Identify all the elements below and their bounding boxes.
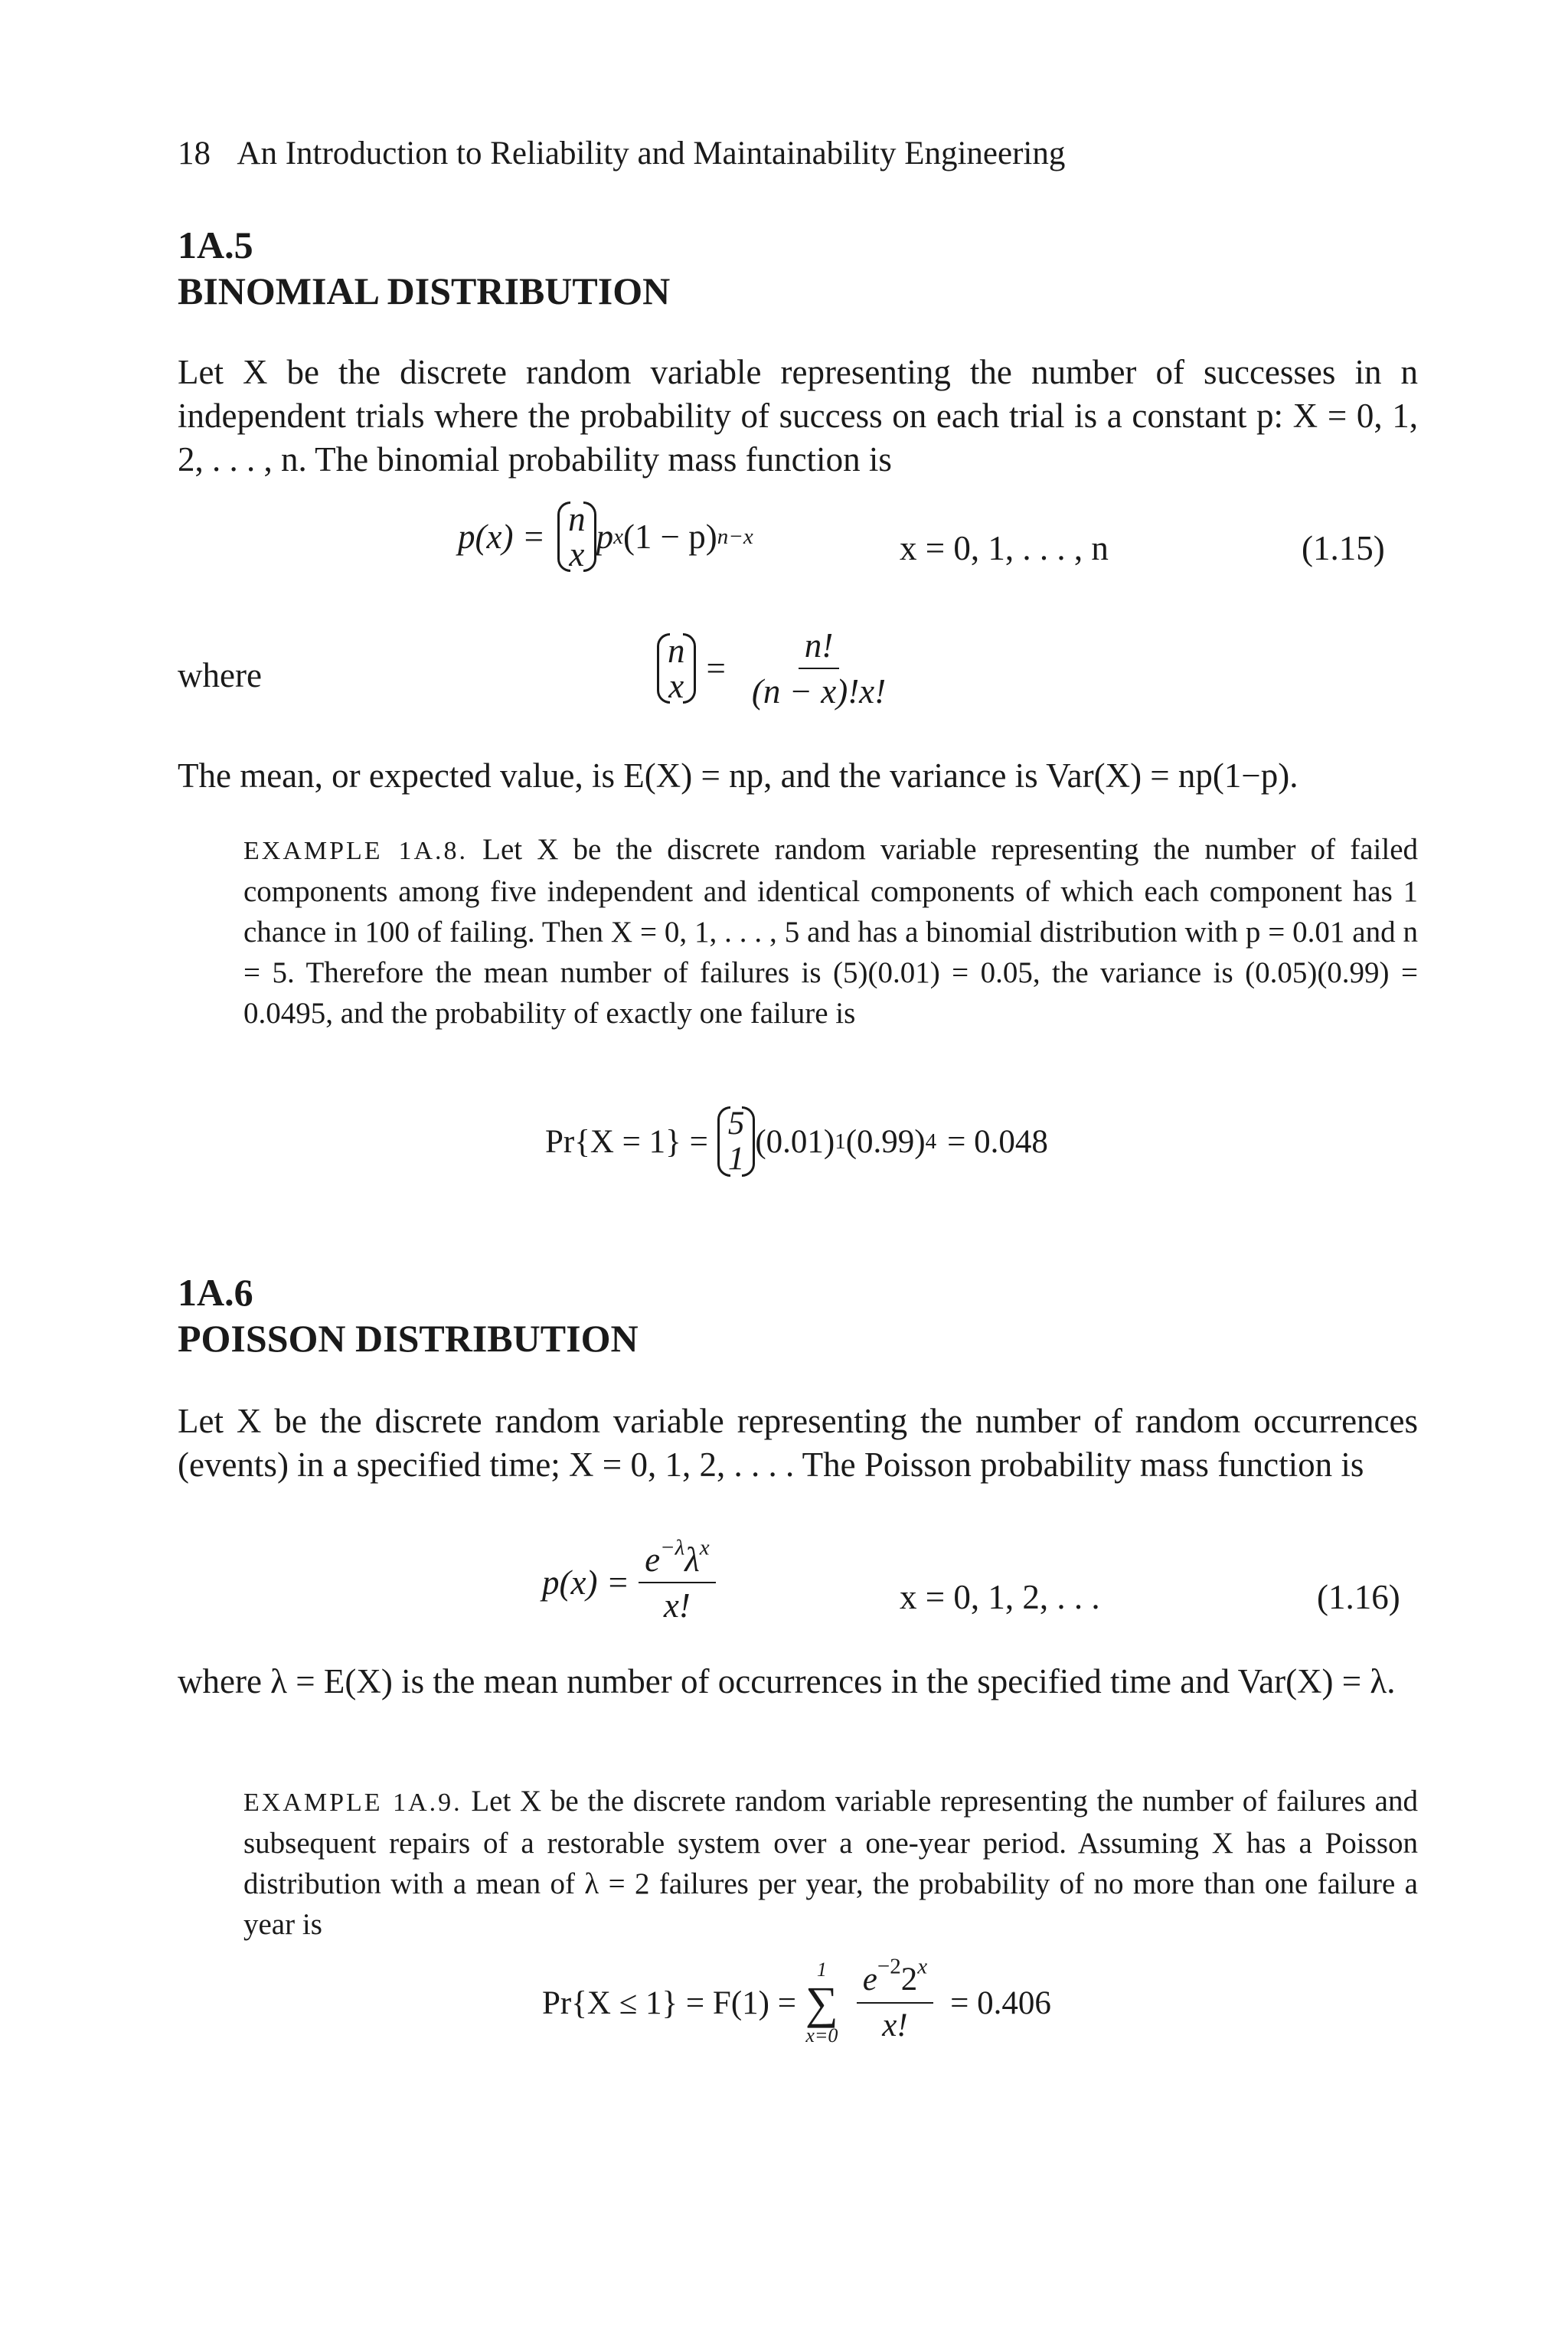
num-e-sup: −2 (877, 1954, 901, 1979)
section-heading-1a6 (178, 1269, 639, 1361)
num-two-sup: x (917, 1954, 928, 1979)
eq-p: p (596, 518, 614, 556)
binom-top: 5 (727, 1106, 745, 1142)
fraction (857, 1954, 933, 2045)
eq-lhs: Pr{X ≤ 1} = F(1) = (542, 1984, 796, 2021)
equation-1-15 (458, 501, 753, 572)
binomial-definition (657, 626, 901, 710)
binom-bottom: x (668, 667, 684, 705)
where-label: where (178, 656, 262, 694)
binom-bottom: x (569, 535, 585, 573)
num-two: 2 (900, 1962, 918, 1998)
poisson-intro-paragraph: Let X be the discrete random variable representing the number of random occurrences (events) in a specified time; X = 0, 1, 2, . . . . The Poisson probability mass function is (178, 1402, 1418, 1484)
num-lambda-sup: x (699, 1535, 710, 1560)
fraction (746, 626, 892, 710)
eq-p-sup: x (613, 524, 623, 549)
eq-sign: = (706, 649, 726, 688)
frac-numerator (639, 1535, 716, 1583)
sum-lower: x=0 (805, 2024, 838, 2047)
eq-1-15-domain: x = 0, 1, . . . , n (900, 529, 1109, 567)
example-1a8-equation: Pr{X = 1} = 5 1 (0.01) 1 (0.99) 4 = 0.048 (545, 1106, 1048, 1177)
sum-upper: 1 (816, 1958, 827, 1981)
num-e: e (645, 1540, 661, 1579)
eq-1-16-domain: x = 0, 1, 2, . . . (900, 1578, 1100, 1616)
eq-1-15-number: (1.15) (1302, 529, 1385, 567)
example-text: Let X be the discrete random variable representing the number of failed components among five independent and identical components of which each component has 1 chance in 100 of failing. Then X = 0, 1, . . . , 5 and has a binomial distribution with p = 0.01 and n = 5. Therefore the mean number of failures is (5)(0.01) = 0.05, the variance is (0.05)(0.99) = 0.0495, and the probability of exactly one failure is (243, 833, 1419, 1030)
equation-1-16 (542, 1535, 725, 1625)
example-1a8 (243, 829, 1418, 1034)
binom-top: n (568, 500, 586, 538)
frac-numerator (857, 1954, 933, 2004)
poisson-mean-variance: where λ = E(X) is the mean number of occurrences in the specified time and Var(X) = λ. (178, 1662, 1396, 1700)
example-label: EXAMPLE 1A.9. (243, 1788, 462, 1817)
binom-bottom: 1 (727, 1141, 745, 1177)
summation (805, 1960, 838, 2046)
binomial-mean-variance: The mean, or expected value, is E(X) = np, and the variance is Var(X) = np(1−p). (178, 756, 1298, 795)
num-e-sup: −λ (660, 1535, 685, 1560)
frac-denominator: (n − x)!x! (751, 672, 887, 710)
example-1a9 (243, 1781, 1418, 1945)
binomial-coefficient (657, 633, 696, 704)
eq-factor2: (0.99) (845, 1123, 926, 1160)
section-number: 1A.6 (178, 1271, 253, 1314)
binomial-intro-paragraph: Let X be the discrete random variable representing the number of successes in n independent trials where the probability of success on each trial is a constant p: X = 0, 1, 2, . . . , n. The binomial probability mass function is (178, 353, 1418, 479)
eq-q-sup: n−x (717, 524, 753, 549)
eq-q: (1 − p) (622, 518, 717, 556)
binomial-coefficient (557, 501, 596, 572)
running-title: An Introduction to Reliability and Maintainability Engineering (237, 136, 1066, 172)
section-title: POISSON DISTRIBUTION (178, 1317, 639, 1360)
frac-denominator: x! (663, 1586, 691, 1625)
frac-denominator: x! (882, 2007, 908, 2043)
eq-rhs: = 0.406 (950, 1984, 1051, 2021)
num-lambda: λ (684, 1540, 700, 1579)
page-number: 18 (178, 136, 211, 172)
example-text: Let X be the discrete random variable representing the number of failures and subsequent repairs of a restorable system over a one-year period. Assuming X has a Poisson distribution with a mean of λ = 2 failures per year, the probability of no more than one failure a year is (243, 1785, 1418, 1941)
frac-numerator: n! (799, 626, 840, 669)
eq-1-16-number: (1.16) (1317, 1578, 1400, 1616)
section-number: 1A.5 (178, 224, 253, 266)
eq-lhs: p(x) = (542, 1563, 630, 1602)
example-1a9-equation (542, 1954, 1051, 2047)
eq-factor1: (0.01) (755, 1123, 835, 1160)
example-label: EXAMPLE 1A.8. (243, 837, 468, 865)
eq-rhs: = 0.048 (947, 1123, 1048, 1160)
fraction (639, 1535, 716, 1625)
binomial-coefficient (717, 1106, 756, 1177)
running-header (178, 135, 1065, 172)
binom-top: n (668, 632, 685, 670)
sigma-icon: ∑ (805, 1978, 838, 2028)
section-heading-1a5 (178, 222, 670, 314)
num-e: e (862, 1962, 877, 1998)
section-title: BINOMIAL DISTRIBUTION (178, 270, 671, 312)
eq-lhs: p(x) = (458, 518, 546, 556)
eq-lhs: Pr{X = 1} = (545, 1123, 708, 1160)
